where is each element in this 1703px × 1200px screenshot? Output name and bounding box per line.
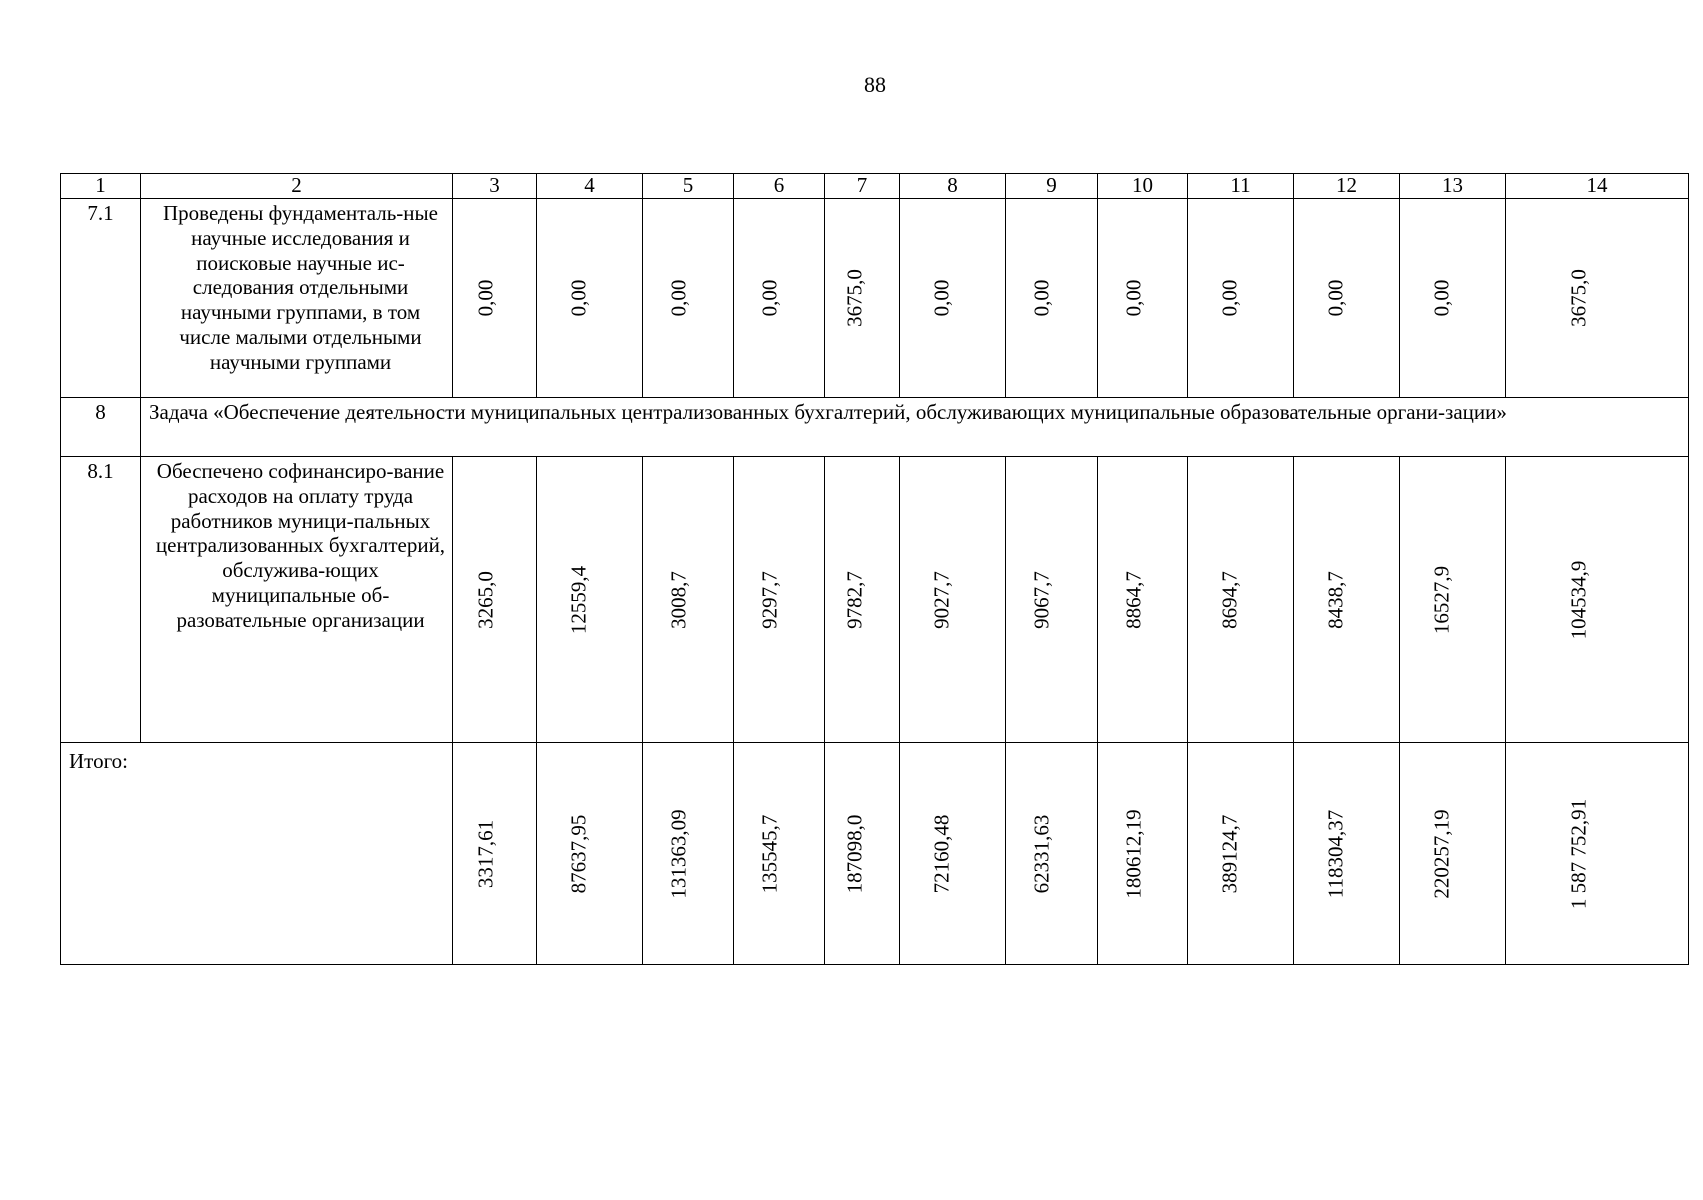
task-title-cell: Задача «Обеспечение деятельности муниципальных централизованных бухгалтерий, обслуживающих муниципальные образовательные органи-зации» [141,398,1689,457]
column-number-cell: 2 [141,174,453,199]
value-cell [734,457,825,743]
column-number-cell: 7 [825,174,900,199]
value-cell [1006,199,1098,398]
value-text: 135545,7 [757,814,782,893]
column-number-cell: 8 [900,174,1006,199]
value-cell [1098,457,1188,743]
total-value-cell [900,743,1006,965]
value-text: 3675,0 [1566,269,1591,327]
value-cell [537,199,643,398]
value-text: 12559,4 [566,565,591,634]
value-cell [1188,199,1294,398]
value-text: 8438,7 [1323,570,1348,629]
total-value-cell [1006,743,1098,965]
value-cell [453,457,537,743]
value-text: 104534,9 [1566,560,1591,639]
value-text: 0,00 [1217,279,1242,317]
row-number-cell: 7.1 [61,199,141,398]
value-cell [1506,199,1689,398]
value-text: 0,00 [1323,279,1348,317]
value-text: 0,00 [473,279,498,317]
total-value-cell [825,743,900,965]
column-number-row [61,174,1689,199]
total-value-cell [1400,743,1506,965]
total-value-cell [1506,743,1689,965]
value-text: 0,00 [929,279,954,317]
total-value-cell [734,743,825,965]
column-number-cell: 1 [61,174,141,199]
row-8-1 [61,457,1689,743]
value-text: 62331,63 [1030,814,1055,893]
value-text: 1 587 752,91 [1566,798,1591,909]
budget-table [60,173,1689,965]
value-text: 389124,7 [1217,814,1242,893]
value-cell [1294,457,1400,743]
value-text: 3675,0 [842,269,867,327]
value-text: 16527,9 [1429,565,1454,634]
value-cell [825,199,900,398]
value-text: 220257,19 [1429,808,1454,899]
total-value-cell [537,743,643,965]
total-value-cell [453,743,537,965]
value-text: 118304,37 [1323,809,1348,898]
value-text: 0,00 [666,279,691,317]
value-text: 0,00 [566,279,591,317]
value-text: 72160,48 [929,814,954,893]
column-number-cell: 4 [537,174,643,199]
column-number-cell: 11 [1188,174,1294,199]
row-description-cell: Проведены фундаменталь-ные научные исследования и поисковые научные ис-следования отдельными научными группами, в том числе малыми отдельными научными группами [141,199,453,398]
value-cell [643,199,734,398]
total-value-cell [1294,743,1400,965]
value-cell [643,457,734,743]
row-number-cell: 8.1 [61,457,141,743]
total-value-cell [1188,743,1294,965]
page-number: 88 [864,72,886,97]
value-text: 9782,7 [842,570,867,629]
value-text: 3317,61 [473,819,498,888]
value-text: 87637,95 [566,814,591,893]
value-cell [734,199,825,398]
row-8-task [61,398,1689,457]
value-text: 0,00 [1030,279,1055,317]
value-cell [1506,457,1689,743]
row-number-cell: 8 [61,398,141,457]
value-text: 9067,7 [1030,570,1055,629]
row-description-cell: Обеспечено софинансиро-вание расходов на оплату труда работников муници-пальных централизованных бухгалтерий, обслужива-ющих муниципальные об-разовательные организации [141,457,453,743]
value-text: 0,00 [1429,279,1454,317]
column-number-cell: 13 [1400,174,1506,199]
value-text: 8694,7 [1217,570,1242,629]
value-text: 9297,7 [757,570,782,629]
column-number-cell: 3 [453,174,537,199]
value-text: 131363,09 [666,808,691,899]
value-cell [1294,199,1400,398]
value-cell [1098,199,1188,398]
column-number-cell: 6 [734,174,825,199]
value-cell [537,457,643,743]
value-text: 8864,7 [1121,570,1146,629]
total-row [61,743,1689,965]
column-number-cell: 14 [1506,174,1689,199]
value-text: 180612,19 [1121,808,1146,899]
value-text: 3265,0 [473,570,498,629]
value-cell [1400,199,1506,398]
value-text: 0,00 [757,279,782,317]
column-number-cell: 5 [643,174,734,199]
value-text: 9027,7 [929,570,954,629]
table-body [61,174,1689,965]
total-value-cell [643,743,734,965]
total-label-cell: Итого: [61,743,453,965]
total-value-cell [1098,743,1188,965]
value-cell [453,199,537,398]
value-text: 3008,7 [666,570,691,629]
value-cell [900,457,1006,743]
row-7-1 [61,199,1689,398]
column-number-cell: 10 [1098,174,1188,199]
value-text: 0,00 [1121,279,1146,317]
value-cell [900,199,1006,398]
column-number-cell: 12 [1294,174,1400,199]
value-cell [825,457,900,743]
value-cell [1006,457,1098,743]
value-cell [1188,457,1294,743]
column-number-cell: 9 [1006,174,1098,199]
value-cell [1400,457,1506,743]
value-text: 187098,0 [842,814,867,893]
